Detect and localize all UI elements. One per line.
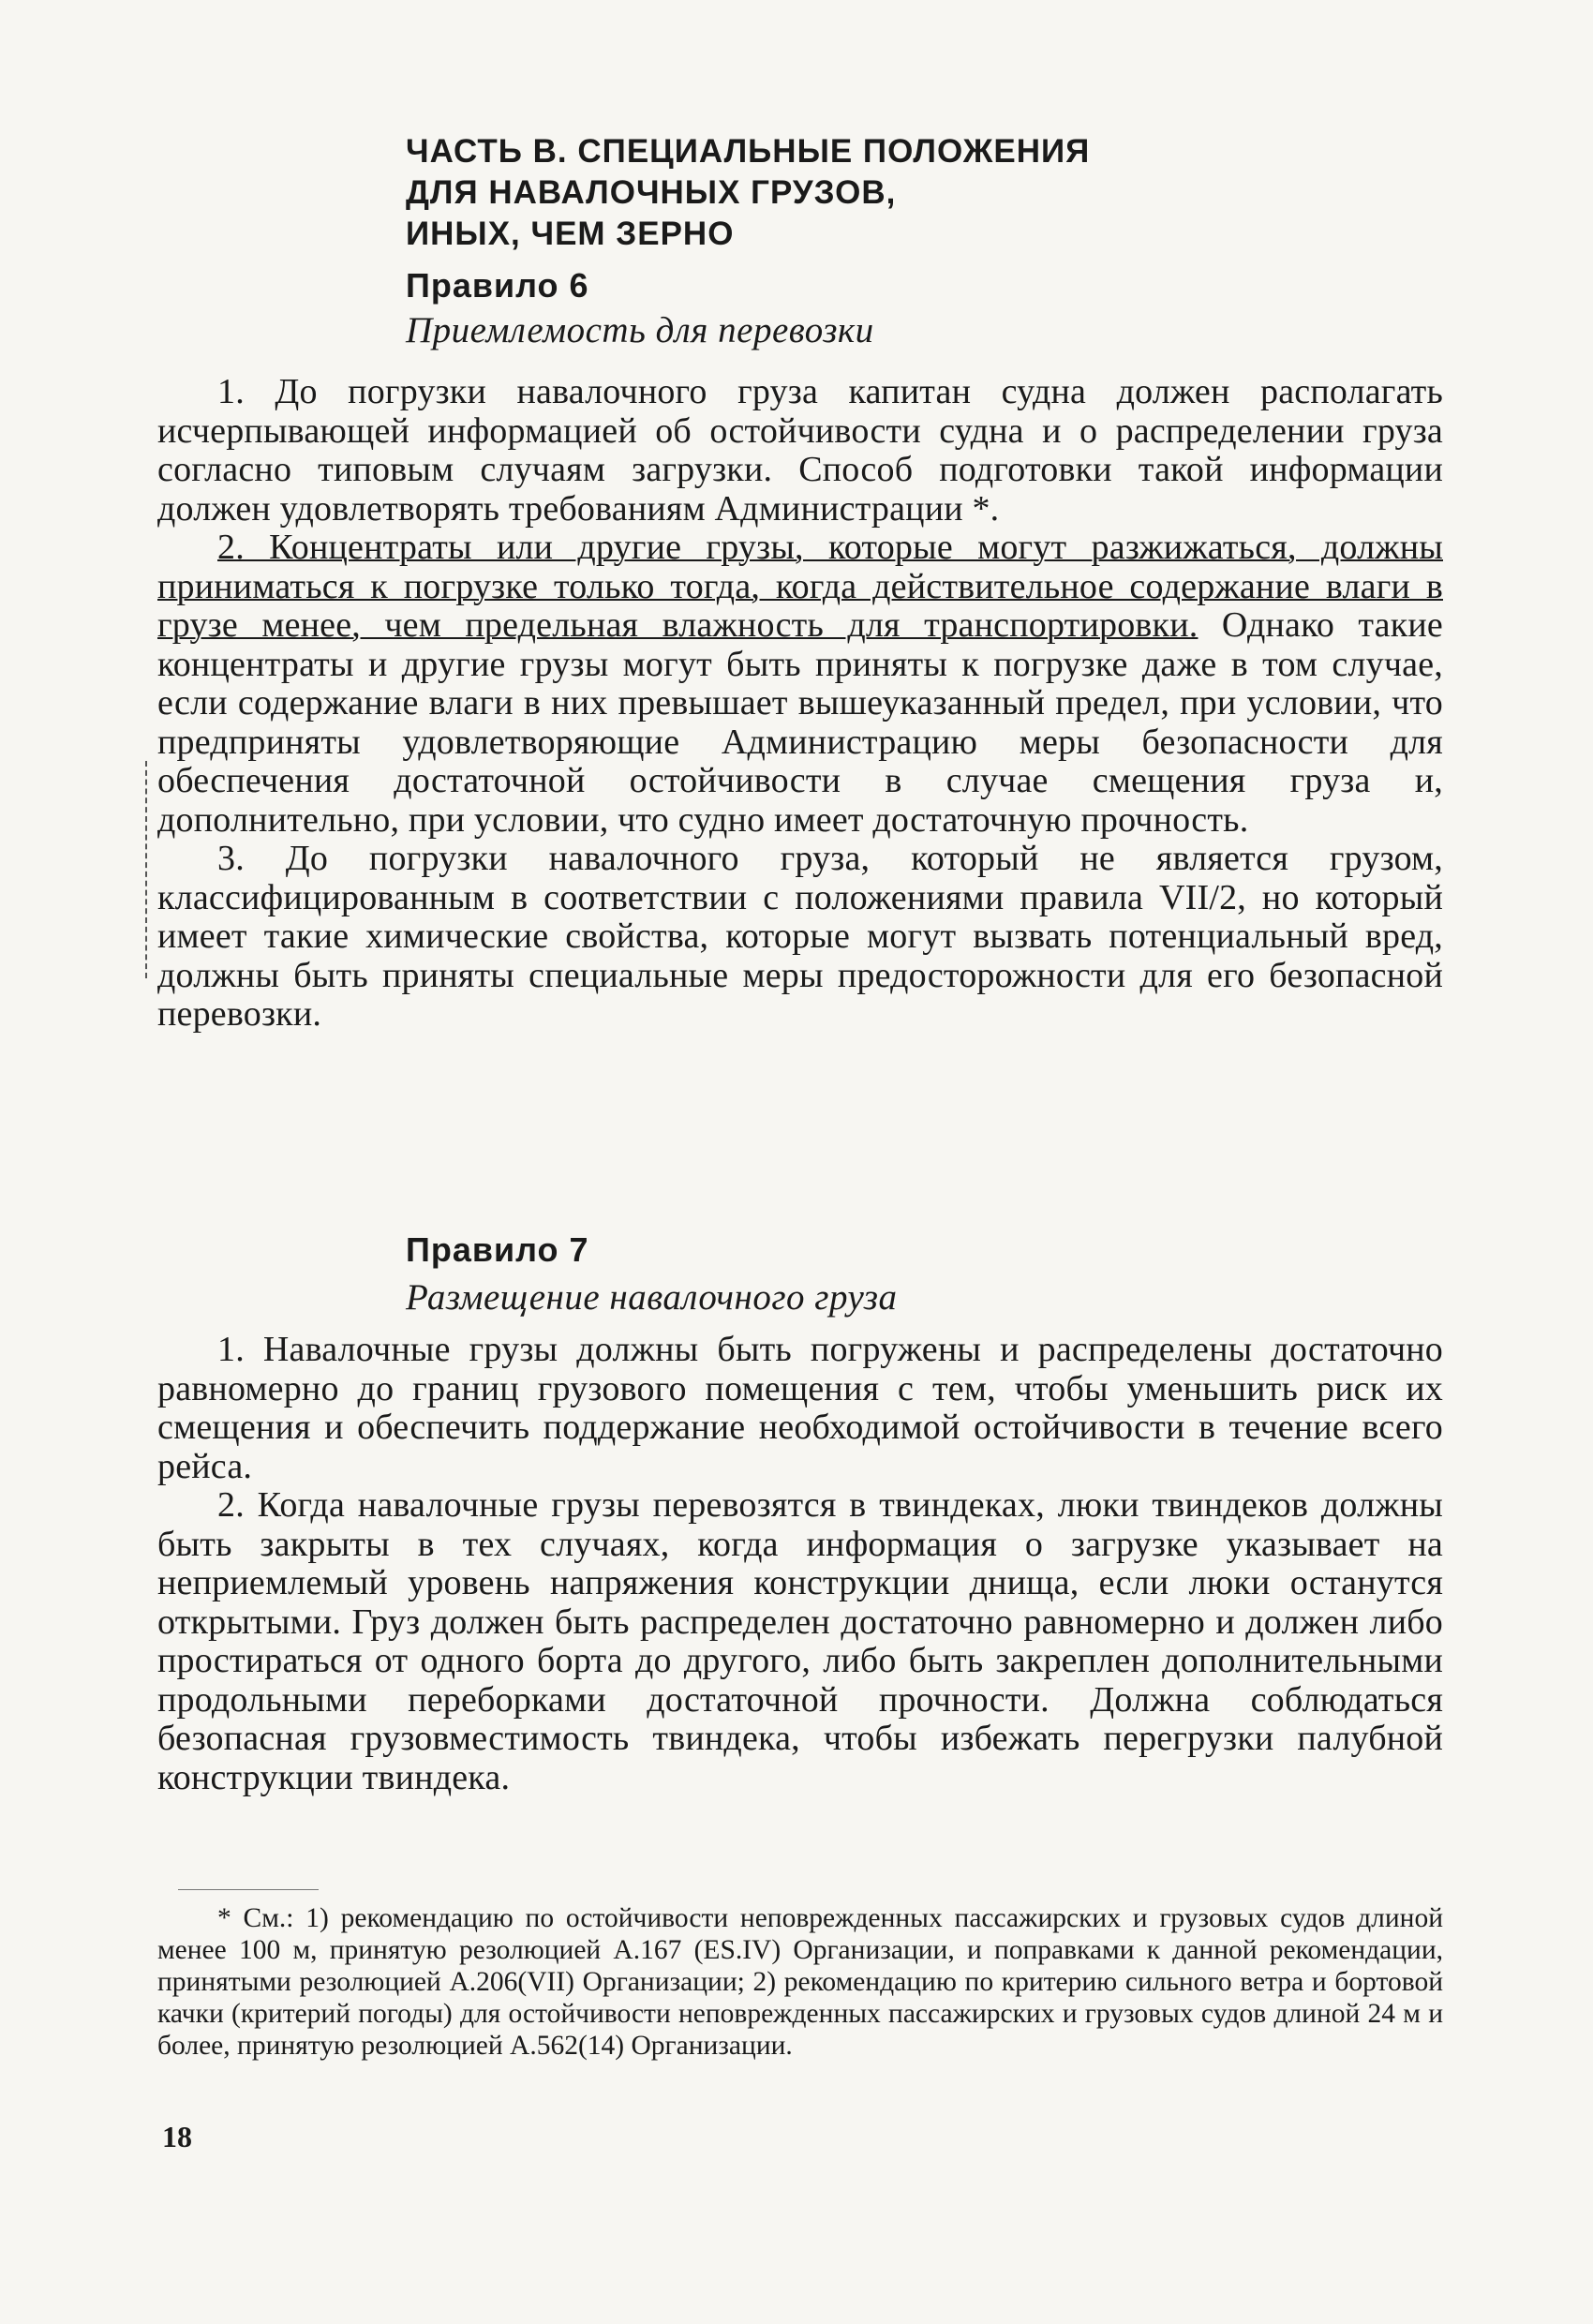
footnote-separator bbox=[178, 1889, 319, 1890]
rule-6-subtitle: Приемлемость для перевозки bbox=[406, 310, 874, 350]
rule-6-body bbox=[157, 373, 1443, 1035]
margin-mark bbox=[145, 761, 147, 978]
rule-6-paragraph-3: 3. До погрузки навалочного груза, который не является грузом, классифицированным в соответствии с положениями правила VII/2, но который имеет такие химические свойства, которые могут вызвать потенциальный вред, должны быть приняты специальные меры предосторожности для его безопасной перевозки. bbox=[157, 839, 1443, 1034]
part-heading-line-2: ДЛЯ НАВАЛОЧНЫХ ГРУЗОВ, bbox=[406, 174, 897, 211]
rule-7-paragraph-1: 1. Навалочные грузы должны быть погружены и распределены достаточно равномерно до границ грузового помещения с тем, чтобы уменьшить риск их смещения и обеспечить поддержание необходимой остойчивости в течение всего рейса. bbox=[157, 1330, 1443, 1486]
part-heading-line-3: ИНЫХ, ЧЕМ ЗЕРНО bbox=[406, 216, 735, 252]
rule-6-paragraph-1: 1. До погрузки навалочного груза капитан судна должен располагать исчерпывающей информацией об остойчивости судна и о распределении груза согласно типовым случаям загрузки. Способ подготовки такой информации должен удовлетворять требованиям Администрации *. bbox=[157, 372, 1443, 529]
rule-7-paragraph-2: 2. Когда навалочные грузы перевозятся в твиндеках, люки твиндеков должны быть закрыты в тех случаях, когда информация о загрузке указывает на неприемлемый уровень напряжения конструкции днища, если люки останутся открытыми. Груз должен быть распределен достаточно равномерно и должен либо простираться от одного борта до другого, либо быть закреплен дополнительными продольными переборками достаточной прочности. Должна соблюдаться безопасная грузовместимость твиндека, чтобы избежать перегрузки палубной конструкции твиндека. bbox=[157, 1485, 1443, 1797]
rule-7-subtitle: Размещение навалочного груза bbox=[406, 1277, 898, 1318]
rule-6-paragraph-2 bbox=[157, 529, 1443, 840]
rule-6-paragraph-2-rest: Однако такие концентраты и другие грузы могут быть приняты к погрузке даже в том случае, если содержание влаги в них превышает вышеуказанный предел, при условии, что предприняты удовлетворяющие Администрацию меры безопасности для обеспечения достаточной остойчивости в случае смещения груза и, дополнительно, при условии, что судно имеет достаточную прочность. bbox=[157, 605, 1443, 840]
footnote: * См.: 1) рекомендацию по остойчивости неповрежденных пассажирских и грузовых судов длиной менее 100 м, принятую резолюцией А.167 (ES.IV) Организации, и поправками к данной рекомендации, принятыми резолюцией А.206(VII) Организации; 2) рекомендацию по критерию сильного ветра и бортовой качки (критерий погоды) для остойчивости неповрежденных пассажирских и грузовых судов длиной 24 м и более, принятую резолюцией А.562(14) Организации. bbox=[157, 1903, 1443, 2061]
rule-7-body bbox=[157, 1331, 1443, 1797]
rule-6-title: Правило 6 bbox=[406, 266, 589, 305]
part-heading-line-1: ЧАСТЬ B. СПЕЦИАЛЬНЫЕ ПОЛОЖЕНИЯ bbox=[406, 133, 1091, 170]
rule-6-paragraph-2-underlined: 2. Концентраты или другие грузы, которые могут разжижаться, должны приниматься к погрузке только тогда, когда действительное содержание влаги в грузе менее, чем предельная влажность для транспортировки. bbox=[157, 528, 1443, 645]
page-number: 18 bbox=[162, 2120, 192, 2153]
part-heading bbox=[406, 131, 1249, 255]
rule-7-title: Правило 7 bbox=[406, 1230, 589, 1269]
